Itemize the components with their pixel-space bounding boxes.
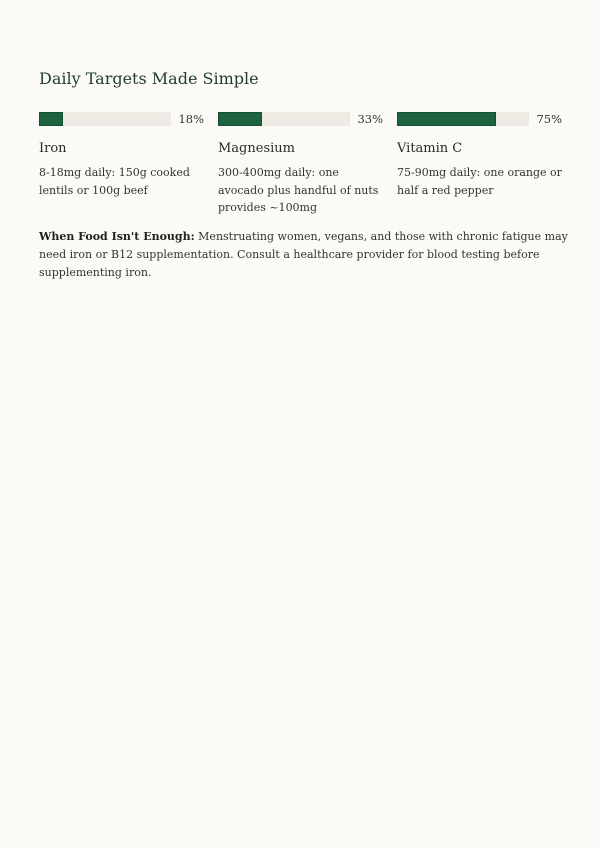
nutrient-name: Iron (39, 141, 67, 156)
nutrient-name: Magnesium (218, 141, 295, 156)
nutrient-columns (39, 111, 562, 217)
progress-fill (218, 112, 262, 126)
nutrient-vitamin-c (397, 111, 562, 217)
nutrient-description: 8-18mg daily: 150g cooked lentils or 100g beef (39, 166, 190, 197)
nutrient-iron (39, 111, 204, 217)
progress-track (397, 112, 529, 126)
nutrient-magnesium (218, 111, 383, 217)
progress-row (397, 111, 562, 126)
progress-fill (39, 112, 63, 126)
progress-track (218, 112, 350, 126)
nutrient-description: 300-400mg daily: one avocado plus handful of nuts provides ~100mg (218, 166, 379, 214)
progress-row (218, 111, 383, 126)
section-title: Daily Targets Made Simple (39, 69, 259, 88)
percent-label: 18% (178, 111, 204, 126)
nutrient-name: Vitamin C (397, 141, 463, 156)
note-label: When Food Isn't Enough: (39, 230, 195, 243)
percent-label: 33% (357, 111, 383, 126)
progress-row (39, 111, 204, 126)
percent-label: 75% (536, 111, 562, 126)
supplement-note (39, 228, 569, 282)
note-text: Menstruating women, vegans, and those with chronic fatigue may need iron or B12 supplementation. Consult a healthcare provider for blood testing before supplementing iron. (39, 230, 568, 279)
progress-fill (397, 112, 496, 126)
nutrient-description: 75-90mg daily: one orange or half a red pepper (397, 166, 562, 197)
progress-track (39, 112, 171, 126)
